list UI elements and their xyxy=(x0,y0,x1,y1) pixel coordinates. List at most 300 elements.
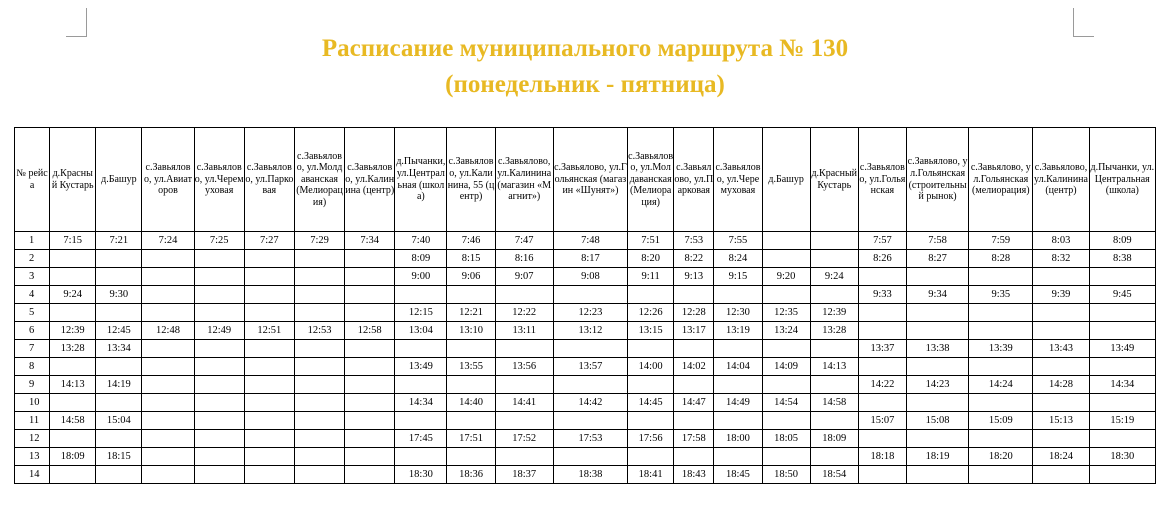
time-cell xyxy=(906,358,968,376)
time-cell xyxy=(345,286,395,304)
time-cell: 18:41 xyxy=(628,466,674,484)
time-cell xyxy=(810,448,858,466)
time-cell: 7:47 xyxy=(495,232,553,250)
time-cell: 7:58 xyxy=(906,232,968,250)
schedule-table xyxy=(14,127,1156,484)
time-cell: 14:28 xyxy=(1033,376,1089,394)
page-corner-mark-right xyxy=(1073,8,1094,37)
time-cell: 9:20 xyxy=(762,268,810,286)
time-cell xyxy=(714,448,762,466)
time-cell xyxy=(50,250,96,268)
time-cell xyxy=(858,358,906,376)
time-cell xyxy=(714,412,762,430)
time-cell xyxy=(906,322,968,340)
column-header: с.Завьялово, ул.Черемуховая xyxy=(714,128,762,232)
table-row xyxy=(15,268,1156,286)
time-cell xyxy=(345,250,395,268)
time-cell: 18:45 xyxy=(714,466,762,484)
table-row xyxy=(15,358,1156,376)
time-cell xyxy=(244,268,294,286)
time-cell xyxy=(345,430,395,448)
time-cell: 18:00 xyxy=(714,430,762,448)
time-cell: 13:17 xyxy=(674,322,714,340)
time-cell xyxy=(244,286,294,304)
table-row xyxy=(15,394,1156,412)
trip-number-cell: 6 xyxy=(15,322,50,340)
column-header: с.Завьялово, ул.Парковая xyxy=(244,128,294,232)
time-cell xyxy=(810,286,858,304)
time-cell xyxy=(1033,430,1089,448)
column-header: с.Завьялово, ул.Гольянская (строительный рынок) xyxy=(906,128,968,232)
time-cell xyxy=(96,358,142,376)
time-cell xyxy=(142,286,194,304)
time-cell xyxy=(142,340,194,358)
time-cell: 8:15 xyxy=(447,250,495,268)
time-cell xyxy=(244,340,294,358)
time-cell xyxy=(194,268,244,286)
time-cell: 13:56 xyxy=(495,358,553,376)
time-cell: 12:15 xyxy=(395,304,447,322)
time-cell xyxy=(858,466,906,484)
time-cell: 9:30 xyxy=(96,286,142,304)
time-cell xyxy=(96,394,142,412)
time-cell xyxy=(194,358,244,376)
time-cell: 15:13 xyxy=(1033,412,1089,430)
time-cell xyxy=(50,466,96,484)
time-cell xyxy=(628,376,674,394)
time-cell: 8:03 xyxy=(1033,232,1089,250)
time-cell xyxy=(50,304,96,322)
column-header: с.Завьялово, ул.Авиаторов xyxy=(142,128,194,232)
time-cell: 15:19 xyxy=(1089,412,1155,430)
table-row xyxy=(15,430,1156,448)
time-cell xyxy=(96,250,142,268)
trip-number-cell: 11 xyxy=(15,412,50,430)
schedule-subtitle: (понедельник - пятница) xyxy=(445,71,725,98)
time-cell xyxy=(714,376,762,394)
time-cell: 7:34 xyxy=(345,232,395,250)
table-row xyxy=(15,340,1156,358)
time-cell: 13:10 xyxy=(447,322,495,340)
time-cell xyxy=(762,286,810,304)
time-cell: 18:43 xyxy=(674,466,714,484)
time-cell xyxy=(345,466,395,484)
time-cell xyxy=(674,412,714,430)
time-cell xyxy=(142,268,194,286)
time-cell: 8:27 xyxy=(906,250,968,268)
time-cell: 18:24 xyxy=(1033,448,1089,466)
time-cell: 9:34 xyxy=(906,286,968,304)
time-cell: 12:22 xyxy=(495,304,553,322)
time-cell xyxy=(1089,268,1155,286)
time-cell: 7:29 xyxy=(294,232,344,250)
time-cell xyxy=(495,412,553,430)
time-cell xyxy=(194,466,244,484)
time-cell xyxy=(447,340,495,358)
time-cell: 9:07 xyxy=(495,268,553,286)
time-cell xyxy=(194,448,244,466)
time-cell xyxy=(495,376,553,394)
time-cell xyxy=(674,340,714,358)
time-cell xyxy=(395,448,447,466)
time-cell: 14:41 xyxy=(495,394,553,412)
time-cell xyxy=(96,304,142,322)
time-cell: 12:48 xyxy=(142,322,194,340)
time-cell: 13:34 xyxy=(96,340,142,358)
time-cell: 7:46 xyxy=(447,232,495,250)
time-cell: 15:07 xyxy=(858,412,906,430)
column-header: с.Завьялово, ул.Калинина, 55 (центр) xyxy=(447,128,495,232)
time-cell: 15:04 xyxy=(96,412,142,430)
time-cell xyxy=(244,376,294,394)
time-cell xyxy=(294,376,344,394)
time-cell: 7:53 xyxy=(674,232,714,250)
time-cell: 12:26 xyxy=(628,304,674,322)
time-cell xyxy=(906,268,968,286)
time-cell xyxy=(1033,394,1089,412)
time-cell: 14:49 xyxy=(714,394,762,412)
time-cell xyxy=(969,430,1033,448)
time-cell: 13:57 xyxy=(553,358,627,376)
time-cell: 13:28 xyxy=(810,322,858,340)
time-cell: 9:45 xyxy=(1089,286,1155,304)
time-cell: 8:09 xyxy=(1089,232,1155,250)
time-cell: 7:40 xyxy=(395,232,447,250)
time-cell: 14:45 xyxy=(628,394,674,412)
column-header: д.Башур xyxy=(96,128,142,232)
time-cell xyxy=(858,430,906,448)
time-cell: 18:20 xyxy=(969,448,1033,466)
time-cell xyxy=(674,376,714,394)
time-cell: 9:06 xyxy=(447,268,495,286)
trip-number-cell: 2 xyxy=(15,250,50,268)
time-cell xyxy=(142,304,194,322)
time-cell xyxy=(1089,394,1155,412)
time-cell xyxy=(906,430,968,448)
time-cell: 13:37 xyxy=(858,340,906,358)
time-cell xyxy=(447,286,495,304)
time-cell xyxy=(553,340,627,358)
time-cell xyxy=(858,322,906,340)
column-header: д.Башур xyxy=(762,128,810,232)
column-header: с.Завьялово, ул.Калинина (центр) xyxy=(1033,128,1089,232)
time-cell: 18:37 xyxy=(495,466,553,484)
time-cell xyxy=(194,286,244,304)
time-cell xyxy=(762,232,810,250)
time-cell xyxy=(50,358,96,376)
time-cell xyxy=(447,412,495,430)
time-cell xyxy=(142,394,194,412)
time-cell xyxy=(294,268,344,286)
time-cell: 14:58 xyxy=(810,394,858,412)
time-cell xyxy=(244,466,294,484)
time-cell xyxy=(96,466,142,484)
time-cell xyxy=(194,430,244,448)
time-cell: 13:28 xyxy=(50,340,96,358)
time-cell: 12:23 xyxy=(553,304,627,322)
trip-number-cell: 1 xyxy=(15,232,50,250)
time-cell: 14:40 xyxy=(447,394,495,412)
table-body xyxy=(15,232,1156,484)
time-cell xyxy=(244,448,294,466)
time-cell: 7:24 xyxy=(142,232,194,250)
time-cell xyxy=(628,448,674,466)
time-cell: 12:58 xyxy=(345,322,395,340)
time-cell: 9:39 xyxy=(1033,286,1089,304)
time-cell: 12:35 xyxy=(762,304,810,322)
time-cell xyxy=(674,448,714,466)
time-cell: 12:30 xyxy=(714,304,762,322)
header-row xyxy=(15,128,1156,232)
time-cell: 15:08 xyxy=(906,412,968,430)
table-row xyxy=(15,448,1156,466)
time-cell: 8:26 xyxy=(858,250,906,268)
time-cell: 12:39 xyxy=(810,304,858,322)
trip-number-cell: 7 xyxy=(15,340,50,358)
column-header: с.Завьялово, ул.Гольянская (мелиорация) xyxy=(969,128,1033,232)
time-cell: 17:53 xyxy=(553,430,627,448)
time-cell xyxy=(395,376,447,394)
time-cell: 13:55 xyxy=(447,358,495,376)
time-cell xyxy=(969,358,1033,376)
time-cell xyxy=(294,358,344,376)
time-cell: 18:36 xyxy=(447,466,495,484)
time-cell: 8:17 xyxy=(553,250,627,268)
time-cell xyxy=(553,376,627,394)
time-cell xyxy=(969,304,1033,322)
time-cell: 18:19 xyxy=(906,448,968,466)
table-row xyxy=(15,304,1156,322)
schedule-title: Расписание муниципального маршрута № 130 xyxy=(321,35,849,62)
table-row xyxy=(15,322,1156,340)
time-cell: 9:13 xyxy=(674,268,714,286)
column-header: с.Завьялово, ул.Парковая xyxy=(674,128,714,232)
time-cell: 14:42 xyxy=(553,394,627,412)
time-cell: 9:35 xyxy=(969,286,1033,304)
time-cell xyxy=(858,394,906,412)
column-header: с.Завьялово, ул.Гольянская xyxy=(858,128,906,232)
time-cell xyxy=(906,466,968,484)
trip-number-cell: 4 xyxy=(15,286,50,304)
time-cell xyxy=(142,466,194,484)
time-cell xyxy=(1033,304,1089,322)
time-cell xyxy=(50,394,96,412)
trip-number-cell: 5 xyxy=(15,304,50,322)
time-cell xyxy=(96,268,142,286)
time-cell xyxy=(50,430,96,448)
time-cell xyxy=(294,466,344,484)
time-cell xyxy=(762,448,810,466)
time-cell: 14:00 xyxy=(628,358,674,376)
time-cell: 9:24 xyxy=(50,286,96,304)
time-cell: 7:57 xyxy=(858,232,906,250)
time-cell xyxy=(810,412,858,430)
time-cell xyxy=(294,340,344,358)
time-cell: 8:20 xyxy=(628,250,674,268)
time-cell: 18:50 xyxy=(762,466,810,484)
column-header: с.Завьялово, ул.Гольянская (магазин «Шунят») xyxy=(553,128,627,232)
time-cell xyxy=(495,448,553,466)
time-cell xyxy=(810,340,858,358)
time-cell xyxy=(345,304,395,322)
time-cell xyxy=(194,340,244,358)
time-cell xyxy=(906,304,968,322)
column-header: д.Пычанки, ул.Центральная (школа) xyxy=(1089,128,1155,232)
trip-number-cell: 9 xyxy=(15,376,50,394)
time-cell: 12:28 xyxy=(674,304,714,322)
time-cell xyxy=(447,448,495,466)
time-cell xyxy=(1089,322,1155,340)
time-cell: 17:51 xyxy=(447,430,495,448)
time-cell xyxy=(1033,268,1089,286)
time-cell xyxy=(858,304,906,322)
time-cell xyxy=(395,340,447,358)
time-cell: 14:13 xyxy=(810,358,858,376)
table-row xyxy=(15,466,1156,484)
time-cell: 13:19 xyxy=(714,322,762,340)
time-cell xyxy=(1033,358,1089,376)
time-cell xyxy=(762,376,810,394)
time-cell xyxy=(628,412,674,430)
time-cell xyxy=(1089,358,1155,376)
time-cell: 18:30 xyxy=(395,466,447,484)
time-cell: 7:48 xyxy=(553,232,627,250)
time-cell xyxy=(142,430,194,448)
time-cell: 7:15 xyxy=(50,232,96,250)
time-cell: 9:11 xyxy=(628,268,674,286)
time-cell: 14:09 xyxy=(762,358,810,376)
time-cell xyxy=(969,394,1033,412)
time-cell xyxy=(244,304,294,322)
time-cell: 14:58 xyxy=(50,412,96,430)
time-cell xyxy=(294,412,344,430)
time-cell xyxy=(345,358,395,376)
time-cell: 18:09 xyxy=(810,430,858,448)
page-corner-mark-left xyxy=(66,8,87,37)
trip-number-cell: 3 xyxy=(15,268,50,286)
time-cell xyxy=(142,376,194,394)
trip-number-cell: 14 xyxy=(15,466,50,484)
time-cell: 9:08 xyxy=(553,268,627,286)
table-row xyxy=(15,376,1156,394)
time-cell: 13:49 xyxy=(1089,340,1155,358)
time-cell xyxy=(345,394,395,412)
time-cell: 13:43 xyxy=(1033,340,1089,358)
time-cell: 14:34 xyxy=(395,394,447,412)
time-cell xyxy=(294,304,344,322)
time-cell: 7:25 xyxy=(194,232,244,250)
time-cell: 14:54 xyxy=(762,394,810,412)
time-cell: 13:04 xyxy=(395,322,447,340)
time-cell: 17:58 xyxy=(674,430,714,448)
time-cell: 14:04 xyxy=(714,358,762,376)
time-cell: 12:51 xyxy=(244,322,294,340)
time-cell xyxy=(244,430,294,448)
time-cell: 17:56 xyxy=(628,430,674,448)
time-cell xyxy=(345,268,395,286)
time-cell xyxy=(194,304,244,322)
time-cell: 18:38 xyxy=(553,466,627,484)
table-row xyxy=(15,250,1156,268)
time-cell xyxy=(714,340,762,358)
time-cell: 13:11 xyxy=(495,322,553,340)
column-header: с.Завьялово, ул.Молдаванская (Мелиорация) xyxy=(294,128,344,232)
time-cell xyxy=(1089,304,1155,322)
time-cell: 8:28 xyxy=(969,250,1033,268)
time-cell xyxy=(294,394,344,412)
trip-number-cell: 8 xyxy=(15,358,50,376)
time-cell: 8:16 xyxy=(495,250,553,268)
time-cell: 14:23 xyxy=(906,376,968,394)
time-cell xyxy=(194,250,244,268)
time-cell: 12:53 xyxy=(294,322,344,340)
time-cell: 7:51 xyxy=(628,232,674,250)
time-cell xyxy=(345,340,395,358)
time-cell xyxy=(762,250,810,268)
time-cell: 12:45 xyxy=(96,322,142,340)
time-cell: 8:38 xyxy=(1089,250,1155,268)
time-cell xyxy=(345,376,395,394)
time-cell: 7:59 xyxy=(969,232,1033,250)
time-cell xyxy=(244,412,294,430)
column-header: д.Красный Кустарь xyxy=(50,128,96,232)
time-cell xyxy=(674,286,714,304)
column-header: с.Завьялово, ул.Молдаванская (Мелиорация) xyxy=(628,128,674,232)
time-cell xyxy=(495,340,553,358)
column-header: № рейса xyxy=(15,128,50,232)
column-header: д.Пычанки, ул.Центральная (школа) xyxy=(395,128,447,232)
time-cell: 12:49 xyxy=(194,322,244,340)
time-cell xyxy=(553,412,627,430)
time-cell xyxy=(810,232,858,250)
time-cell: 17:52 xyxy=(495,430,553,448)
time-cell xyxy=(294,430,344,448)
table-row xyxy=(15,412,1156,430)
time-cell xyxy=(244,250,294,268)
time-cell: 13:49 xyxy=(395,358,447,376)
time-cell xyxy=(1089,466,1155,484)
time-cell: 12:39 xyxy=(50,322,96,340)
time-cell: 14:02 xyxy=(674,358,714,376)
time-cell: 18:05 xyxy=(762,430,810,448)
time-cell xyxy=(142,412,194,430)
column-header: с.Завьялово, ул.Черемуховая xyxy=(194,128,244,232)
time-cell: 18:54 xyxy=(810,466,858,484)
time-cell xyxy=(810,376,858,394)
time-cell: 15:09 xyxy=(969,412,1033,430)
time-cell xyxy=(810,250,858,268)
time-cell xyxy=(858,268,906,286)
table-row xyxy=(15,286,1156,304)
time-cell: 7:21 xyxy=(96,232,142,250)
time-cell: 7:27 xyxy=(244,232,294,250)
time-cell: 8:09 xyxy=(395,250,447,268)
time-cell: 9:24 xyxy=(810,268,858,286)
time-cell: 14:19 xyxy=(96,376,142,394)
time-cell xyxy=(969,268,1033,286)
time-cell xyxy=(969,466,1033,484)
time-cell: 13:12 xyxy=(553,322,627,340)
time-cell: 13:15 xyxy=(628,322,674,340)
time-cell xyxy=(969,322,1033,340)
time-cell xyxy=(142,448,194,466)
time-cell: 9:33 xyxy=(858,286,906,304)
time-cell: 9:00 xyxy=(395,268,447,286)
time-cell xyxy=(395,412,447,430)
time-cell xyxy=(50,268,96,286)
trip-number-cell: 13 xyxy=(15,448,50,466)
time-cell xyxy=(714,286,762,304)
